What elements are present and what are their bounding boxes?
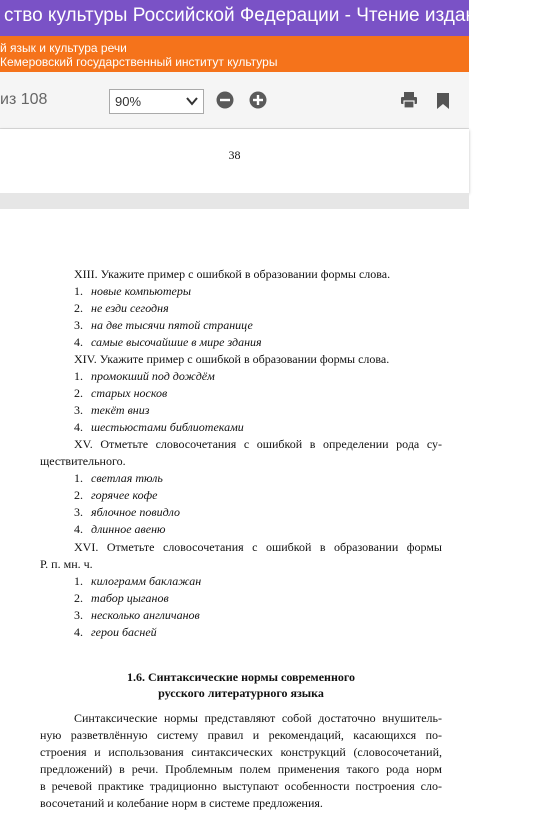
book-publisher: Кемеровский государственный институт культуры bbox=[0, 55, 278, 69]
list-number: 1. bbox=[74, 284, 83, 298]
list-number: 2. bbox=[74, 591, 83, 605]
question-13-title: XIII. Укажите пример с ошибкой в образовании формы слова. bbox=[74, 267, 391, 281]
zoom-value: 90% bbox=[115, 94, 142, 109]
list-number: 4. bbox=[74, 420, 83, 434]
list-item: самые высочайшие в мире здания bbox=[91, 335, 262, 349]
list-item: горячее кофе bbox=[91, 488, 158, 502]
page-gap bbox=[0, 193, 469, 209]
list-item: текёт вниз bbox=[91, 403, 150, 417]
question-15-title-cont: ществительного. bbox=[40, 454, 126, 468]
bookmark-icon[interactable] bbox=[436, 92, 450, 110]
reader-toolbar bbox=[0, 72, 469, 129]
paragraph-line: строения и использования синтаксических конструкций (словосочетаний, bbox=[40, 745, 442, 759]
list-item: герои басней bbox=[91, 625, 157, 639]
list-item: килограмм баклажан bbox=[91, 574, 202, 588]
paragraph-line: ную разветвлённую систему правил и рекомендаций, касающихся по- bbox=[40, 728, 442, 742]
list-item: новые компьютеры bbox=[91, 284, 192, 298]
list-item: светлая тюль bbox=[91, 471, 163, 485]
list-item: табор цыганов bbox=[91, 591, 169, 605]
list-number: 2. bbox=[74, 488, 83, 502]
zoom-out-icon[interactable] bbox=[216, 91, 234, 109]
window-title-bar bbox=[0, 0, 544, 36]
list-number: 1. bbox=[74, 369, 83, 383]
list-item: несколько англичанов bbox=[91, 608, 200, 622]
window-title: ство культуры Российской Федерации - Чтение издания ЭБ... bbox=[4, 5, 544, 26]
question-16-title: XVI. Отметьте словосочетания с ошибкой в образовании формы bbox=[74, 540, 442, 554]
list-item: шестьюстами библиотеками bbox=[91, 420, 244, 434]
section-heading: 1.6. Синтаксические нормы современного bbox=[126, 670, 356, 684]
list-number: 1. bbox=[74, 471, 83, 485]
zoom-in-icon[interactable] bbox=[249, 91, 267, 109]
list-number: 1. bbox=[74, 574, 83, 588]
book-title: й язык и культура речи bbox=[0, 41, 127, 55]
document-page bbox=[0, 209, 469, 819]
list-number: 2. bbox=[74, 386, 83, 400]
list-item: яблочное повидло bbox=[91, 505, 181, 519]
paragraph-line: восочетаний и колебание норм в системе предложения. bbox=[40, 796, 323, 810]
list-item: старых носков bbox=[91, 386, 168, 400]
list-number: 3. bbox=[74, 608, 83, 622]
paragraph-line: предложений) в речи. Проблемным полем применения такого рода норм bbox=[40, 762, 442, 776]
question-14-title: XIV. Укажите пример с ошибкой в образовании формы слова. bbox=[74, 352, 390, 366]
list-number: 3. bbox=[74, 318, 83, 332]
list-number: 4. bbox=[74, 625, 83, 639]
list-number: 4. bbox=[74, 335, 83, 349]
page-count: из 108 bbox=[0, 91, 48, 108]
book-header bbox=[0, 36, 469, 72]
chevron-down-icon bbox=[185, 94, 199, 108]
paragraph-line: в речевой практике традиционно выступают особенности построения сло- bbox=[40, 779, 442, 793]
page-number: 38 bbox=[228, 148, 241, 162]
paragraph-line: Синтаксические нормы представляют собой достаточно внушитель- bbox=[74, 711, 442, 725]
list-item: длинное авеню bbox=[91, 522, 166, 536]
list-item: не езди сегодня bbox=[91, 301, 169, 315]
list-item: на две тысячи пятой странице bbox=[91, 318, 253, 332]
print-icon[interactable] bbox=[400, 91, 418, 109]
list-number: 2. bbox=[74, 301, 83, 315]
list-number: 4. bbox=[74, 522, 83, 536]
list-number: 3. bbox=[74, 403, 83, 417]
section-heading-cont: русского литературного языка bbox=[158, 686, 324, 700]
previous-page bbox=[0, 129, 469, 193]
question-15-title: XV. Отметьте словосочетания с ошибкой в определении рода су- bbox=[74, 437, 442, 451]
zoom-select[interactable] bbox=[109, 89, 204, 114]
list-number: 3. bbox=[74, 505, 83, 519]
list-item: промокший под дождём bbox=[91, 369, 215, 383]
question-16-title-cont: Р. п. мн. ч. bbox=[40, 557, 93, 571]
